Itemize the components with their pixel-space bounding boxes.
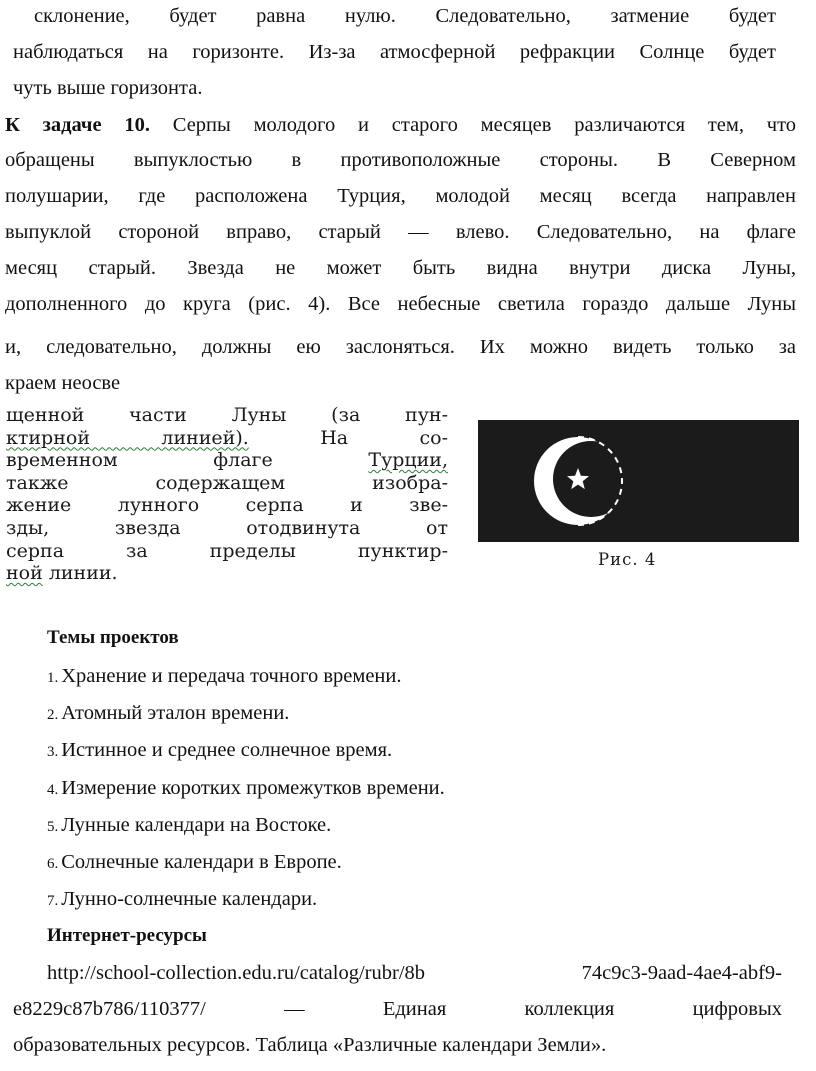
- task10-line-3: полушарии, где расположена Турция, молодой месяц всегда направлен: [5, 185, 796, 207]
- intro-line-1: склонение, будет равна нулю. Следовательно, затмение будет: [34, 5, 776, 27]
- task10-label: К задаче 10.: [5, 114, 150, 136]
- project-item-number: 6.: [47, 856, 59, 872]
- task10-line-6: дополненного до круга (рис. 4). Все небесные светила гораздо дальше Луны: [5, 293, 796, 315]
- project-item-number: 4.: [47, 781, 59, 798]
- project-item-text: Истинное и среднее солнечное время.: [61, 739, 393, 762]
- task10-line-1-text: Серпы молодого и старого месяцев различаются тем, что: [172, 114, 797, 136]
- inset-row-2-part-a: ктирной линией).: [6, 426, 249, 449]
- inset-row-3-part-a: временном флаге: [6, 449, 273, 472]
- inset-row-6: зды, звезда отодвинута от: [6, 516, 448, 539]
- task10-line-4: выпуклой стороной вправо, старый — влево. Следовательно, на флаге: [5, 221, 796, 243]
- turkish-flag-figure: [478, 420, 799, 542]
- project-item: [47, 738, 392, 764]
- intro-line-3: чуть выше горизонта.: [13, 77, 203, 99]
- projects-heading: Темы проектов: [47, 627, 179, 648]
- resources-line-2: e8229c87b786/110377/ — Единая коллекция цифровых: [13, 998, 782, 1020]
- project-item-number: 1.: [47, 670, 59, 686]
- project-item: [47, 776, 445, 802]
- project-item-text: Лунные календари на Востоке.: [61, 813, 332, 836]
- project-item-text: Лунно-солнечные календари.: [61, 888, 318, 911]
- inset-row-3: [6, 449, 448, 472]
- project-item-text: Солнечные календари в Европе.: [61, 851, 342, 873]
- resources-line-3: образовательных ресурсов. Таблица «Различные календари Земли».: [13, 1034, 607, 1056]
- inset-row-1: щенной части Луны (за пун-: [6, 404, 448, 426]
- inset-row-2-part-b: На со-: [320, 426, 448, 449]
- project-item: [47, 887, 317, 913]
- project-item: [47, 701, 289, 727]
- project-item-number: 5.: [47, 818, 59, 835]
- task10-line-7: и, следовательно, должны ею заслоняться. Их можно видеть только за: [5, 336, 796, 358]
- inset-row-4: также содержащем изобра-: [6, 471, 448, 494]
- crescent-moon-icon: [478, 420, 799, 542]
- project-item-number: 2.: [47, 707, 59, 724]
- inset-row-8-part-b: линии.: [48, 562, 118, 585]
- inset-row-2: [6, 427, 448, 450]
- task10-line-5: месяц старый. Звезда не может быть видна внутри диска Луны,: [5, 257, 796, 279]
- intro-line-2: наблюдаться на горизонте. Из-за атмосферной рефракции Солнце будет: [13, 41, 776, 63]
- project-item-text: Измерение коротких промежутков времени.: [61, 776, 445, 799]
- inset-row-7: серпа за пределы пунктир-: [6, 539, 448, 562]
- task10-line-1: [5, 113, 796, 137]
- project-item: [47, 664, 402, 690]
- inset-row-5: жение лунного серпа и зве-: [6, 494, 448, 517]
- inset-row-3-part-b: Турции,: [368, 449, 448, 472]
- project-item: [47, 813, 331, 839]
- flag-emblem-graphic: [478, 420, 799, 542]
- project-item-number: 7.: [47, 893, 59, 910]
- task10-line-2: обращены выпуклостью в противоположные стороны. В Северном: [5, 149, 796, 171]
- resources-link-line[interactable]: http://school-collection.edu.ru/catalog/rubr/8b 74c9c3-9aad-4ae4-abf9-: [47, 962, 782, 984]
- inset-row-8-part-a: ной: [6, 562, 43, 585]
- resources-heading: Интернет-ресурсы: [47, 925, 207, 946]
- task10-line-8: краем неосве: [5, 372, 121, 394]
- inset-text-block: [6, 404, 448, 585]
- inset-row-8: [6, 562, 448, 585]
- project-item-number: 3.: [47, 744, 59, 761]
- project-item-text: Хранение и передача точного времени.: [61, 665, 402, 687]
- project-item-text: Атомный эталон времени.: [61, 702, 290, 725]
- figure-caption: Рис. 4: [598, 550, 657, 569]
- project-item: [47, 850, 342, 876]
